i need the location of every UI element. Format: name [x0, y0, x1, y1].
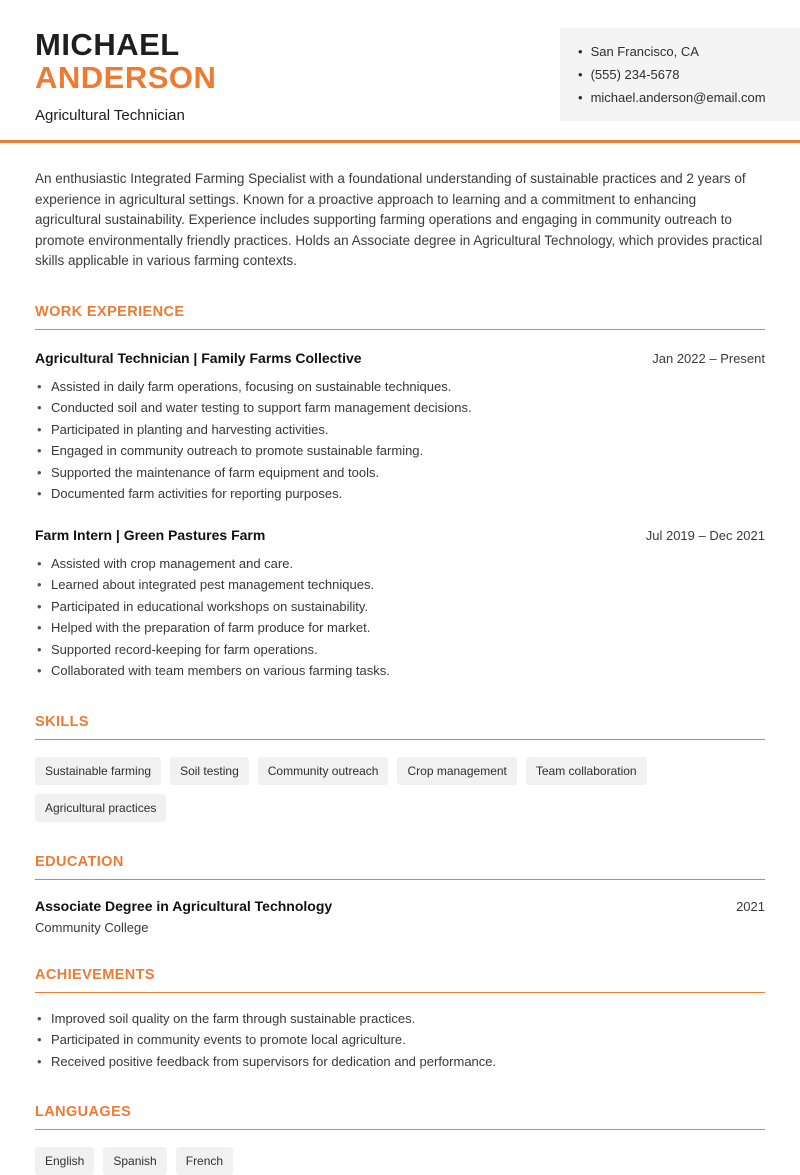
contact-phone-text: (555) 234-5678 [590, 67, 680, 82]
contact-email-text: michael.anderson@email.com [590, 90, 766, 105]
bullet-icon: • [578, 90, 583, 105]
skill-tag: Crop management [397, 757, 516, 785]
bullet-item: • Conducted soil and water testing to support farm management decisions. [35, 397, 765, 419]
section-heading-education: EDUCATION [35, 854, 765, 880]
skill-tag: Community outreach [258, 757, 389, 785]
language-tag: Spanish [103, 1147, 166, 1175]
job-title: Farm Intern | Green Pastures Farm [35, 526, 266, 543]
achievement-list [35, 1008, 765, 1073]
section-heading-skills: SKILLS [35, 714, 765, 740]
job-entry [35, 350, 765, 505]
section-heading-achievements: ACHIEVEMENTS [35, 967, 765, 993]
skill-tag: Sustainable farming [35, 757, 161, 785]
last-name: ANDERSON [35, 60, 217, 95]
section-achievements [35, 967, 765, 1073]
section-education [35, 854, 765, 935]
bullet-item: • Engaged in community outreach to promote sustainable farming. [35, 440, 765, 462]
degree-year: 2021 [736, 898, 765, 914]
school-name: Community College [35, 919, 149, 935]
skill-tag: Soil testing [170, 757, 249, 785]
bullet-icon: • [578, 44, 583, 59]
bullet-item: • Supported the maintenance of farm equipment and tools. [35, 462, 765, 484]
language-tag: French [176, 1147, 233, 1175]
header [0, 0, 800, 140]
achievement-item: • Participated in community events to promote local agriculture. [35, 1029, 765, 1051]
section-work-experience [35, 304, 765, 682]
section-languages [35, 1104, 765, 1175]
language-tag-list [35, 1147, 765, 1175]
job-dates: Jan 2022 – Present [652, 350, 765, 366]
bullet-item: • Learned about integrated pest management techniques. [35, 574, 765, 596]
bullet-item: • Collaborated with team members on various farming tasks. [35, 660, 765, 682]
job-entry [35, 527, 765, 682]
contact-location [578, 40, 784, 63]
job-head [35, 350, 765, 366]
language-tag: English [35, 1147, 94, 1175]
bullet-icon: • [578, 67, 583, 82]
bullet-item: • Assisted with crop management and care. [35, 553, 765, 575]
skill-tag: Team collaboration [526, 757, 647, 785]
header-job-title: Agricultural Technician [35, 107, 185, 124]
job-bullet-list [35, 553, 765, 682]
first-name: MICHAEL [35, 27, 180, 62]
summary-text: An enthusiastic Integrated Farming Specialist with a foundational understanding of sustainable practices and 2 years of experience in agricultural settings. Known for a proactive approach to learning and a commitment to enhancing agricultural sustainability. Experience includes supporting farming operations and engaging in community outreach to promote environmentally friendly practices. Holds an Associate degree in Agricultural Technology, which provides practical skills applicable in various farming contexts. [35, 171, 763, 268]
bullet-item: • Participated in educational workshops on sustainability. [35, 596, 765, 618]
bullet-item: • Participated in planting and harvesting activities. [35, 419, 765, 441]
bullet-item: • Helped with the preparation of farm produce for market. [35, 617, 765, 639]
job-bullet-list [35, 376, 765, 505]
education-entry [35, 898, 765, 935]
bullet-item: • Assisted in daily farm operations, focusing on sustainable techniques. [35, 376, 765, 398]
skill-tag-list [35, 757, 765, 822]
contact-card [560, 28, 800, 121]
resume-content [0, 143, 800, 1175]
skill-tag: Agricultural practices [35, 794, 166, 822]
achievement-item: • Improved soil quality on the farm through sustainable practices. [35, 1008, 765, 1030]
achievement-item: • Received positive feedback from supervisors for dedication and performance. [35, 1051, 765, 1073]
contact-phone [578, 63, 784, 86]
contact-email [578, 86, 784, 109]
section-skills [35, 714, 765, 822]
section-heading-work: WORK EXPERIENCE [35, 304, 765, 330]
job-title: Agricultural Technician | Family Farms Collective [35, 349, 362, 366]
section-heading-languages: LANGUAGES [35, 1104, 765, 1130]
job-dates: Jul 2019 – Dec 2021 [645, 527, 765, 543]
bullet-item: • Documented farm activities for reporting purposes. [35, 483, 765, 505]
job-head [35, 527, 765, 543]
degree-title: Associate Degree in Agricultural Technology [35, 897, 333, 914]
contact-location-text: San Francisco, CA [590, 44, 699, 59]
bullet-item: • Supported record-keeping for farm operations. [35, 639, 765, 661]
education-head [35, 898, 765, 914]
